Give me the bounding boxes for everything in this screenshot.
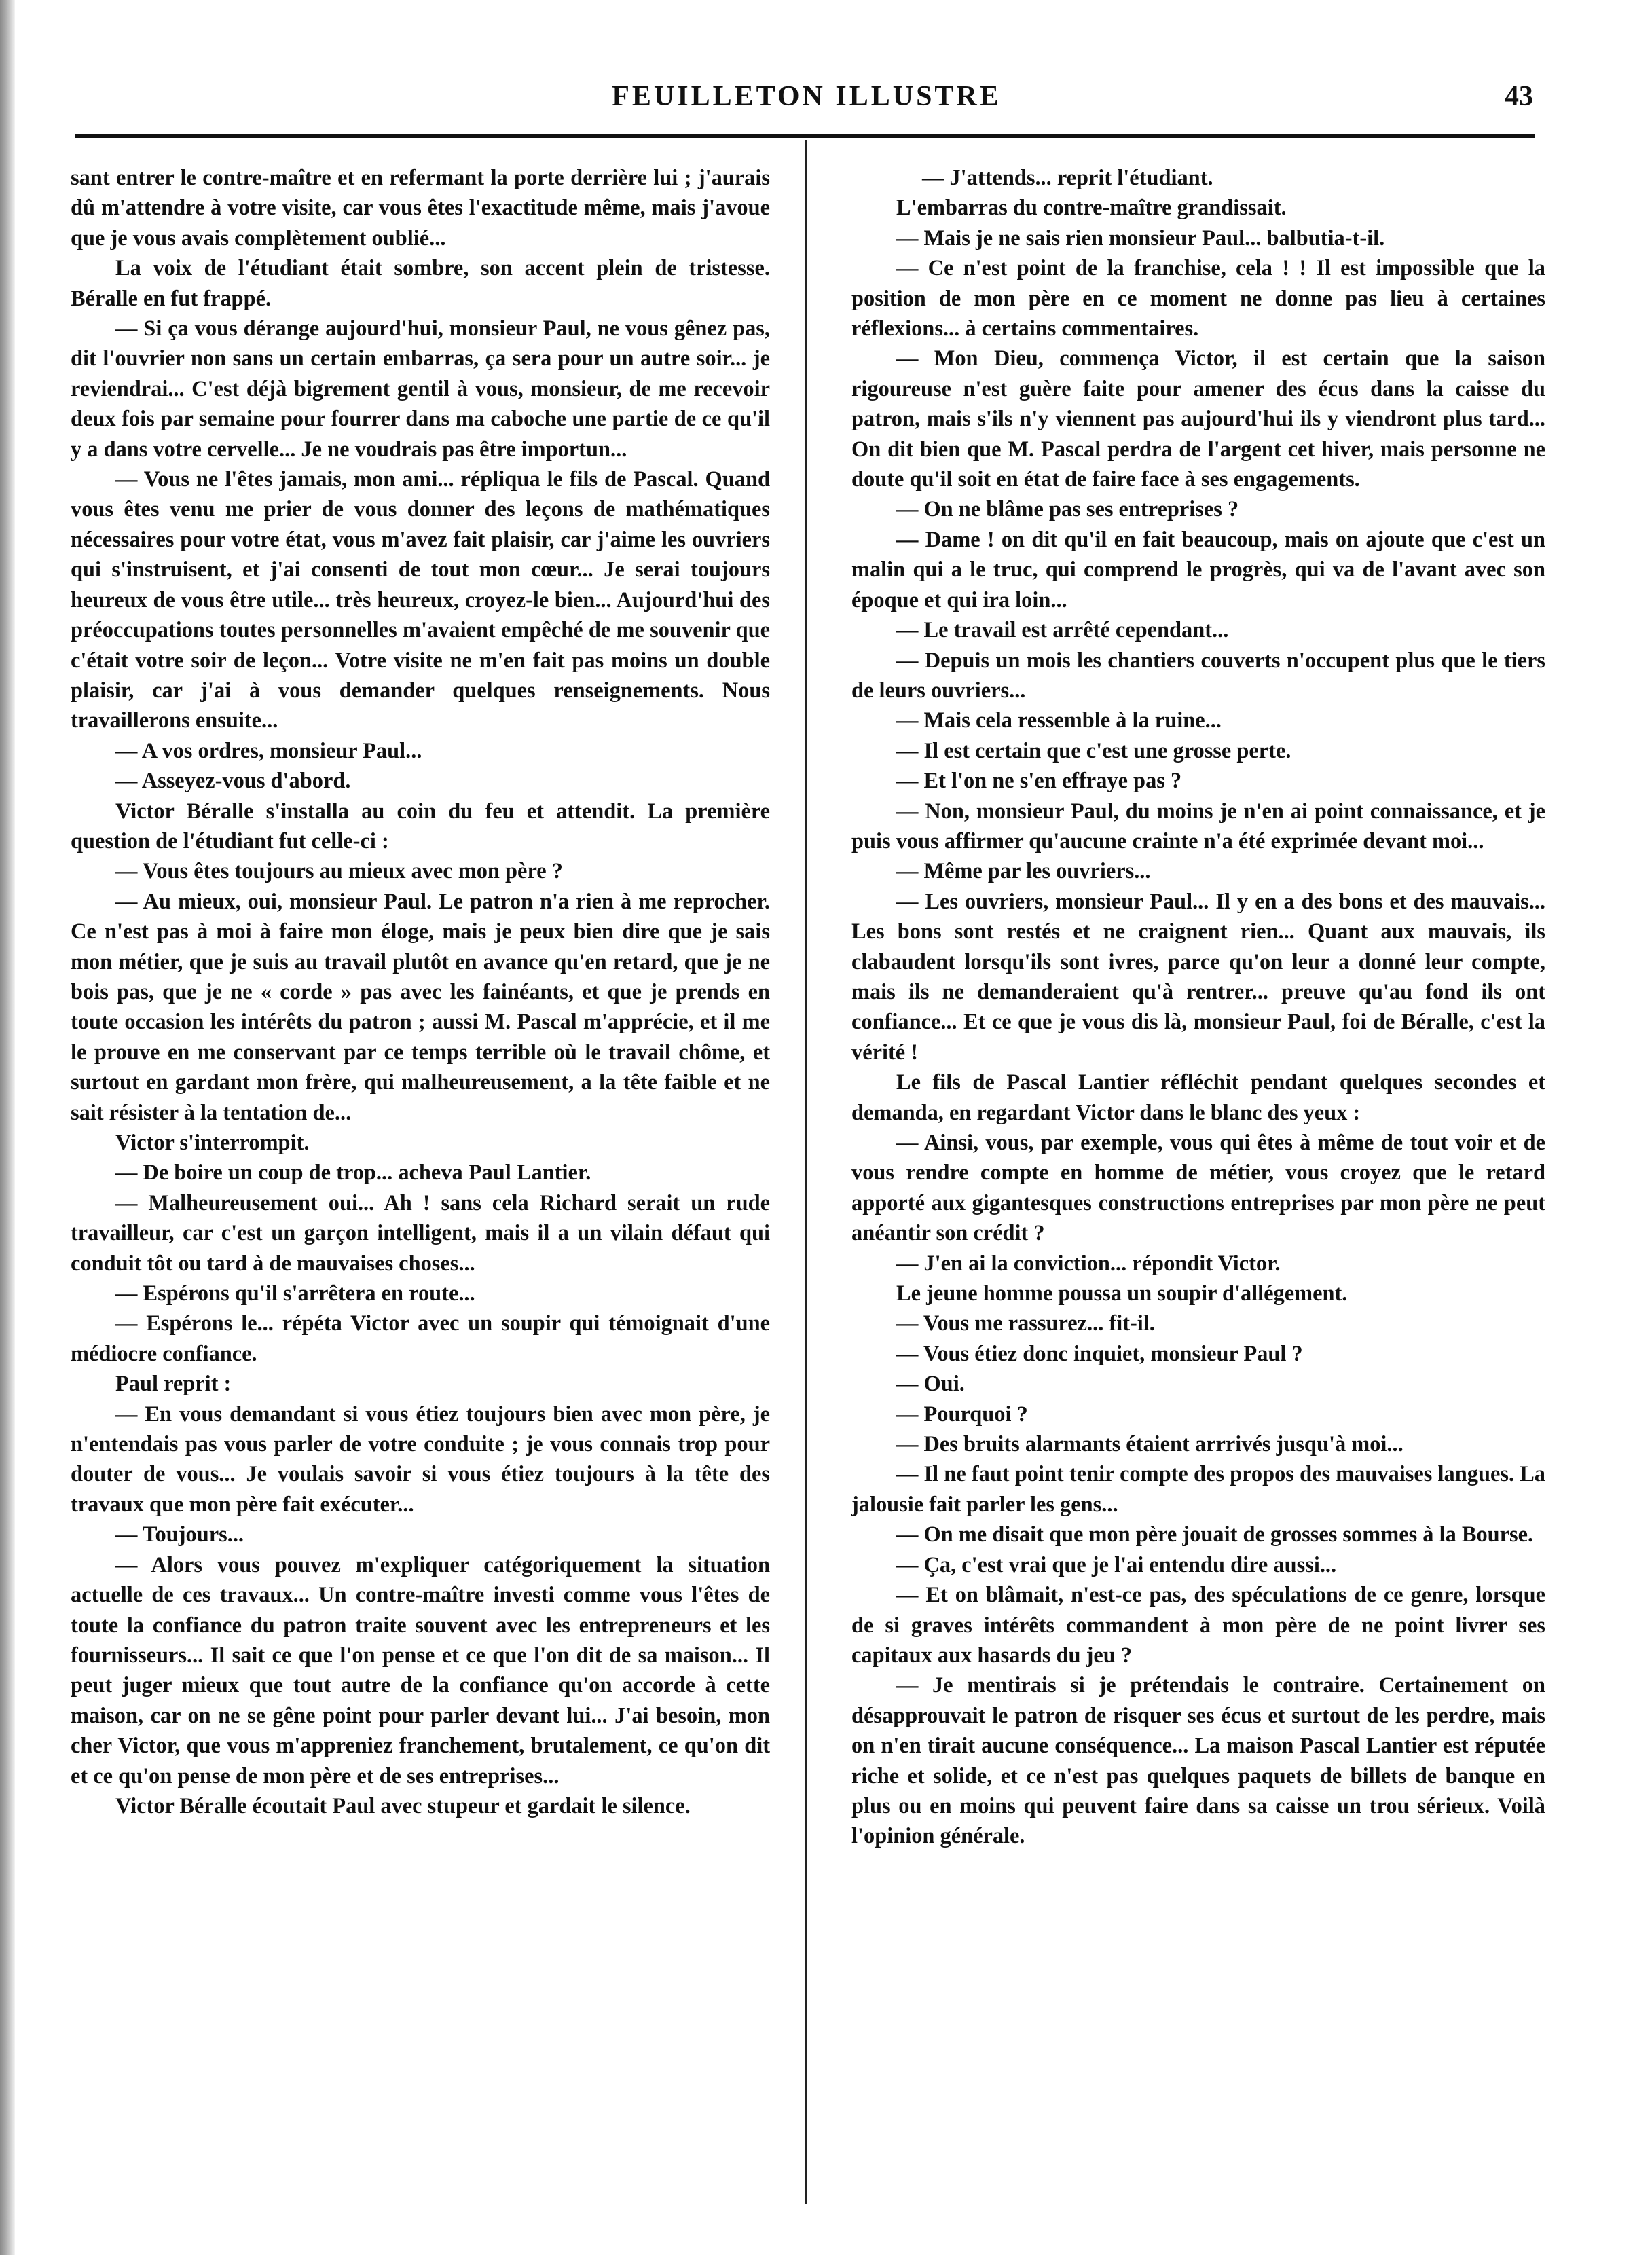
paragraph: — Je mentirais si je prétendais le contraire. Certainement on désapprouvait le patron de risquer ses écus et surtout de les perdre, mais on n'en tirait aucune conséquence... La maison Pascal Lantier est réputée riche et solide, et ce n'est pas quelques paquets de billets de banque en plus ou en moins qui peuvent faire dans sa caisse un trou sérieux. Voilà l'opinion générale. [851,1673,1545,1849]
paragraph: — Toujours... [115,1522,244,1547]
paragraph: — Et l'on ne s'en effraye pas ? [896,769,1182,794]
paragraph: — Mon Dieu, commença Victor, il est certain que la saison rigoureuse n'est guère faite pour amener des écus dans la caisse du patron, mais s'ils n'y viennent pas aujourd'hui ils y viendront plus tard... On dit bien que M. Pascal perdra de l'argent cet hiver, mais personne ne doute qu'il soit en état de faire face à ses engagements. [851,346,1545,492]
paragraph: — Vous ne l'êtes jamais, mon ami... répliqua le fils de Pascal. Quand vous êtes venu me prier de vous donner des leçons de mathématiques nécessaires pour votre état, vous m'avez fait plaisir, car j'aime les ouvriers qui s'instruisent, et j'ai consenti de tout mon cœur... Je serai toujours heureux de vous être utile... très heureux, croyez-le bien... Aujourd'hui des préoccupations toutes personnelles m'avaient empêché de me souvenir que c'était votre soir de leçon... Votre visite ne m'en fait pas moins un double plaisir, car j'ai à vous demander quelques renseignements. Nous travaillerons ensuite... [71,467,770,733]
paragraph: — En vous demandant si vous étiez toujours bien avec mon père, je n'entendais pas vous parler de votre conduite ; je vous connais trop pour douter de vous... Je voulais savoir si vous étiez toujours à la tête des travaux que mon père fait exécuter... [71,1401,770,1517]
paragraph: — Mais cela ressemble à la ruine... [896,708,1222,733]
paragraph: Victor Béralle s'installa au coin du feu et attendit. La première question de l'étudiant fut celle-ci : [71,799,770,854]
paragraph: Paul reprit : [115,1372,232,1397]
paragraph: — Ça, c'est vrai que je l'ai entendu dire aussi... [896,1552,1337,1577]
column-divider [805,140,807,2204]
paragraph: — Espérons qu'il s'arrêtera en route... [115,1281,475,1306]
paragraph: — On me disait que mon père jouait de grosses sommes à la Bourse. [896,1522,1534,1547]
left-column [71,163,770,1821]
paragraph: — Si ça vous dérange aujourd'hui, monsieur Paul, ne vous gênez pas, dit l'ouvrier non sans un certain embarras, ça sera pour un autre soir... je reviendrai... C'est déjà bigrement gentil à vous, monsieur, de me recevoir deux fois par semaine pour fourrer dans ma caboche une partie de ce qu'il y a dans votre cervelle... Je ne voudrais pas être importun... [71,316,770,462]
paragraph: La voix de l'étudiant était sombre, son accent plein de tristesse. Béralle en fut frappé. [71,256,770,311]
page-number: 43 [1505,81,1533,112]
paragraph: — Non, monsieur Paul, du moins je n'en ai point connaissance, et je puis vous affirmer qu'aucune crainte n'a été exprimée devant moi... [851,799,1545,854]
paragraph: — Dame ! on dit qu'il en fait beaucoup, mais on ajoute que c'est un malin qui a le truc, qui comprend le progrès, qui va de l'avant avec son époque et qui ira loin... [851,527,1545,612]
paragraph: — Mais je ne sais rien monsieur Paul... balbutia-t-il. [896,225,1385,251]
paragraph: — Vous me rassurez... fit-il. [896,1311,1155,1336]
paragraph: — Pourquoi ? [896,1401,1028,1427]
paragraph: — Asseyez-vous d'abord. [115,769,351,794]
paragraph: — Le travail est arrêté cependant... [896,618,1229,643]
paragraph: — On ne blâme pas ses entreprises ? [896,497,1239,522]
paragraph: — Ce n'est point de la franchise, cela ! ! Il est impossible que la position de mon père en ce moment ne donne pas lieu à certaines réflexions... à certains commentaires. [851,256,1545,342]
paragraph: — Vous êtes toujours au mieux avec mon père ? [115,859,563,884]
paragraph: — J'attends... reprit l'étudiant. [922,166,1213,190]
paragraph: — Au mieux, oui, monsieur Paul. Le patron n'a rien à me reprocher. Ce n'est pas à moi à faire mon éloge, mais je peux bien dire que je sais mon métier, que je suis au travail plutôt en avance qu'en retard, que je ne bois pas, que je ne « corde » pas avec les fainéants, et que je prends en toute occasion les intérêts du patron ; aussi M. Pascal m'apprécie, et il me le prouve en me conservant par ce temps terrible où le travail chôme, et surtout en gardant mon frère, qui malheureusement, a la tête faible et ne sait résister à la tentation de... [71,889,770,1125]
paragraph: — Les ouvriers, monsieur Paul... Il y en a des bons et des mauvais... Les bons sont restés et ne craignent rien... Quant aux mauvais, ils clabaudent lorsqu'ils sont ivres, parce qu'on leur a donné leur compte, mais ils ne demanderaient qu'à rentrer... preuve qu'au fond ils ont confiance... Et ce que je vous dis là, monsieur Paul, foi de Béralle, c'est la vérité ! [851,889,1545,1065]
paragraph: — A vos ordres, monsieur Paul... [115,738,422,763]
paragraph: — Depuis un mois les chantiers couverts n'occupent plus que le tiers de leurs ouvriers... [851,648,1545,703]
paragraph: — Ainsi, vous, par exemple, vous qui êtes à même de tout voir et de vous rendre compte en homme de métier, vous croyez que le retard apporté aux gigantesques constructions entreprises par mon père ne peut anéantir son crédit ? [851,1131,1545,1246]
page-header [80,80,1533,128]
paragraph: — Vous étiez donc inquiet, monsieur Paul ? [896,1341,1303,1366]
paragraph: — J'en ai la conviction... répondit Victor. [896,1251,1281,1276]
paragraph: — Malheureusement oui... Ah ! sans cela Richard serait un rude travailleur, car c'est un garçon intelligent, mais il a un vilain défaut qui conduit tôt ou tard à de mauvaises choses... [71,1190,770,1276]
header-rule [75,134,1535,138]
header-title: FEUILLETON ILLUSTRE [612,81,1002,112]
right-column [851,163,1545,1852]
paragraph: Le jeune homme poussa un soupir d'allégement. [896,1281,1348,1306]
paragraph: Victor Béralle écoutait Paul avec stupeur et gardait le silence. [115,1793,691,1818]
paragraph: — Il est certain que c'est une grosse perte. [896,738,1291,763]
paragraph: — Des bruits alarmants étaient arrrivés jusqu'à moi... [896,1432,1403,1457]
paragraph: — Et on blâmait, n'est-ce pas, des spéculations de ce genre, lorsque de si graves intérêts commandent à mon père de ne point livrer ses capitaux aux hasards du jeu ? [851,1583,1545,1668]
paragraph: — Même par les ouvriers... [896,859,1151,884]
paragraph: Victor s'interrompit. [115,1131,310,1155]
paragraph: sant entrer le contre-maître et en refermant la porte derrière lui ; j'aurais dû m'attendre à votre visite, car vous êtes l'exactitude même, mais j'avoue que je vous avais complètement oublié... [71,166,770,251]
paragraph: — De boire un coup de trop... acheva Paul Lantier. [115,1160,591,1186]
paragraph: — Alors vous pouvez m'expliquer catégoriquement la situation actuelle de ces travaux... Un contre-maître investi comme vous l'êtes de toute la confiance du patron traite souvent avec les entrepreneurs et les fournisseurs... Il sait ce que l'on pense et ce que l'on dit de sa maison... Il peut juger mieux que tout autre de la confiance qu'on accorde à cette maison, car on ne se gêne point pour parler devant lui... J'ai besoin, mon cher Victor, que vous m'appreniez franchement, brutalement, ce qu'on dit et ce qu'on pense de mon père et de ses entreprises... [71,1552,770,1789]
paragraph: — Espérons le... répéta Victor avec un soupir qui témoignait d'une médiocre confiance. [71,1311,770,1366]
scan-edge-shadow [0,0,15,2255]
paragraph: Le fils de Pascal Lantier réfléchit pendant quelques secondes et demanda, en regardant Victor dans le blanc des yeux : [851,1070,1545,1125]
paragraph: — Il ne faut point tenir compte des propos des mauvaises langues. La jalousie fait parler les gens... [851,1462,1545,1517]
paragraph: L'embarras du contre-maître grandissait. [896,196,1287,221]
paragraph: — Oui. [896,1372,965,1397]
